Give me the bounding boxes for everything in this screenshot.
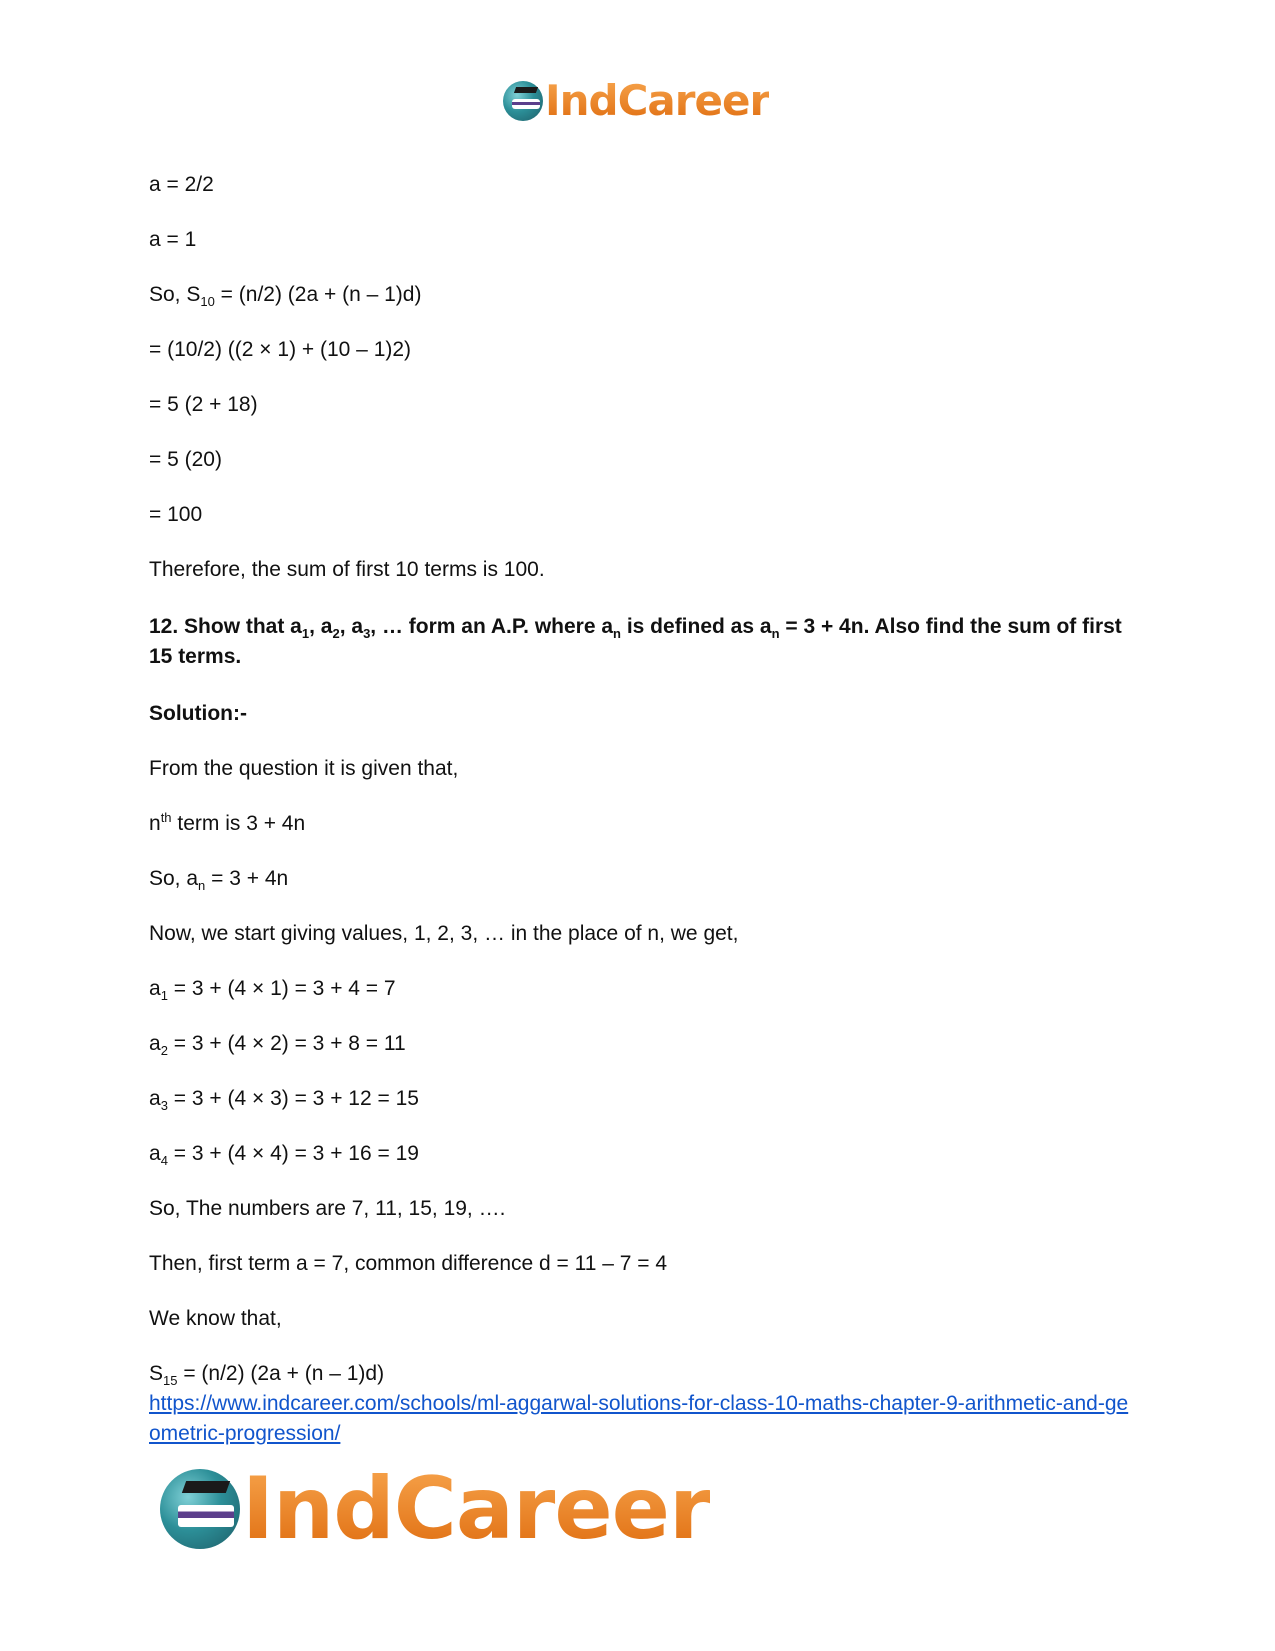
source-link[interactable]: https://www.indcareer.com/schools/ml-aggarwal-solutions-for-class-10-maths-chapter-9-arithmetic-and-geometric-progression/ bbox=[149, 1392, 1129, 1445]
question-12: 12. Show that $a_1$, $a_2$, $a_3$, … form an A.P. where $a_n$ is defined as $a_n = 3 + 4n$. Also find the sum of first 15 terms. bbox=[149, 615, 1122, 668]
text-line: Now, we start giving values, 1, 2, 3, … in the place of n, we get, bbox=[149, 922, 739, 945]
text-line: So, $a_n = 3 + 4n$ bbox=[149, 867, 289, 894]
term-line: $a_4 = 3 + (4 \times 4) = 3 + 16 = 19$ bbox=[149, 1142, 419, 1169]
conclusion-text: Therefore, the sum of first 10 terms is 100. bbox=[149, 558, 545, 581]
logo-text: IndCareer bbox=[242, 1459, 711, 1559]
text-line: So, The numbers are 7, 11, 15, 19, …. bbox=[149, 1197, 506, 1220]
text-line: $n^{th}$ term is 3 + 4n bbox=[149, 810, 306, 835]
text-line: = 5 (2 + 18) bbox=[149, 393, 258, 416]
text-line: a = 1 bbox=[149, 228, 197, 251]
text-line: = 100 bbox=[149, 503, 203, 526]
logo-text: IndCareer bbox=[545, 76, 770, 125]
document-body bbox=[149, 172, 1129, 1449]
text-line: We know that, bbox=[149, 1307, 282, 1330]
text-line: From the question it is given that, bbox=[149, 757, 459, 780]
text-line: = (10/2) ((2 × 1) + (10 – 1)2) bbox=[149, 338, 412, 361]
text-line: = 5 (20) bbox=[149, 448, 222, 471]
term-line: $a_1 = 3 + (4 \times 1) = 3 + 4 = 7$ bbox=[149, 977, 396, 1004]
text-line: Then, first term a = 7, common difference d = 11 – 7 = 4 bbox=[149, 1252, 668, 1275]
logo-globe-icon bbox=[503, 81, 543, 121]
footer-logo bbox=[160, 1459, 711, 1559]
logo-globe-icon bbox=[160, 1469, 240, 1549]
text-line: So, $S_{10} = (n/2) (2a + (n - 1)d)$ bbox=[149, 283, 422, 310]
text-line: $S_{15} = (n/2) (2a + (n - 1)d)$ bbox=[149, 1362, 385, 1389]
term-line: $a_3 = 3 + (4 \times 3) = 3 + 12 = 15$ bbox=[149, 1087, 419, 1114]
term-line: $a_2 = 3 + (4 \times 2) = 3 + 8 = 11$ bbox=[149, 1032, 406, 1059]
text-line: a = 2/2 bbox=[149, 173, 214, 196]
header-logo bbox=[503, 76, 770, 125]
solution-heading: Solution:- bbox=[149, 702, 247, 725]
